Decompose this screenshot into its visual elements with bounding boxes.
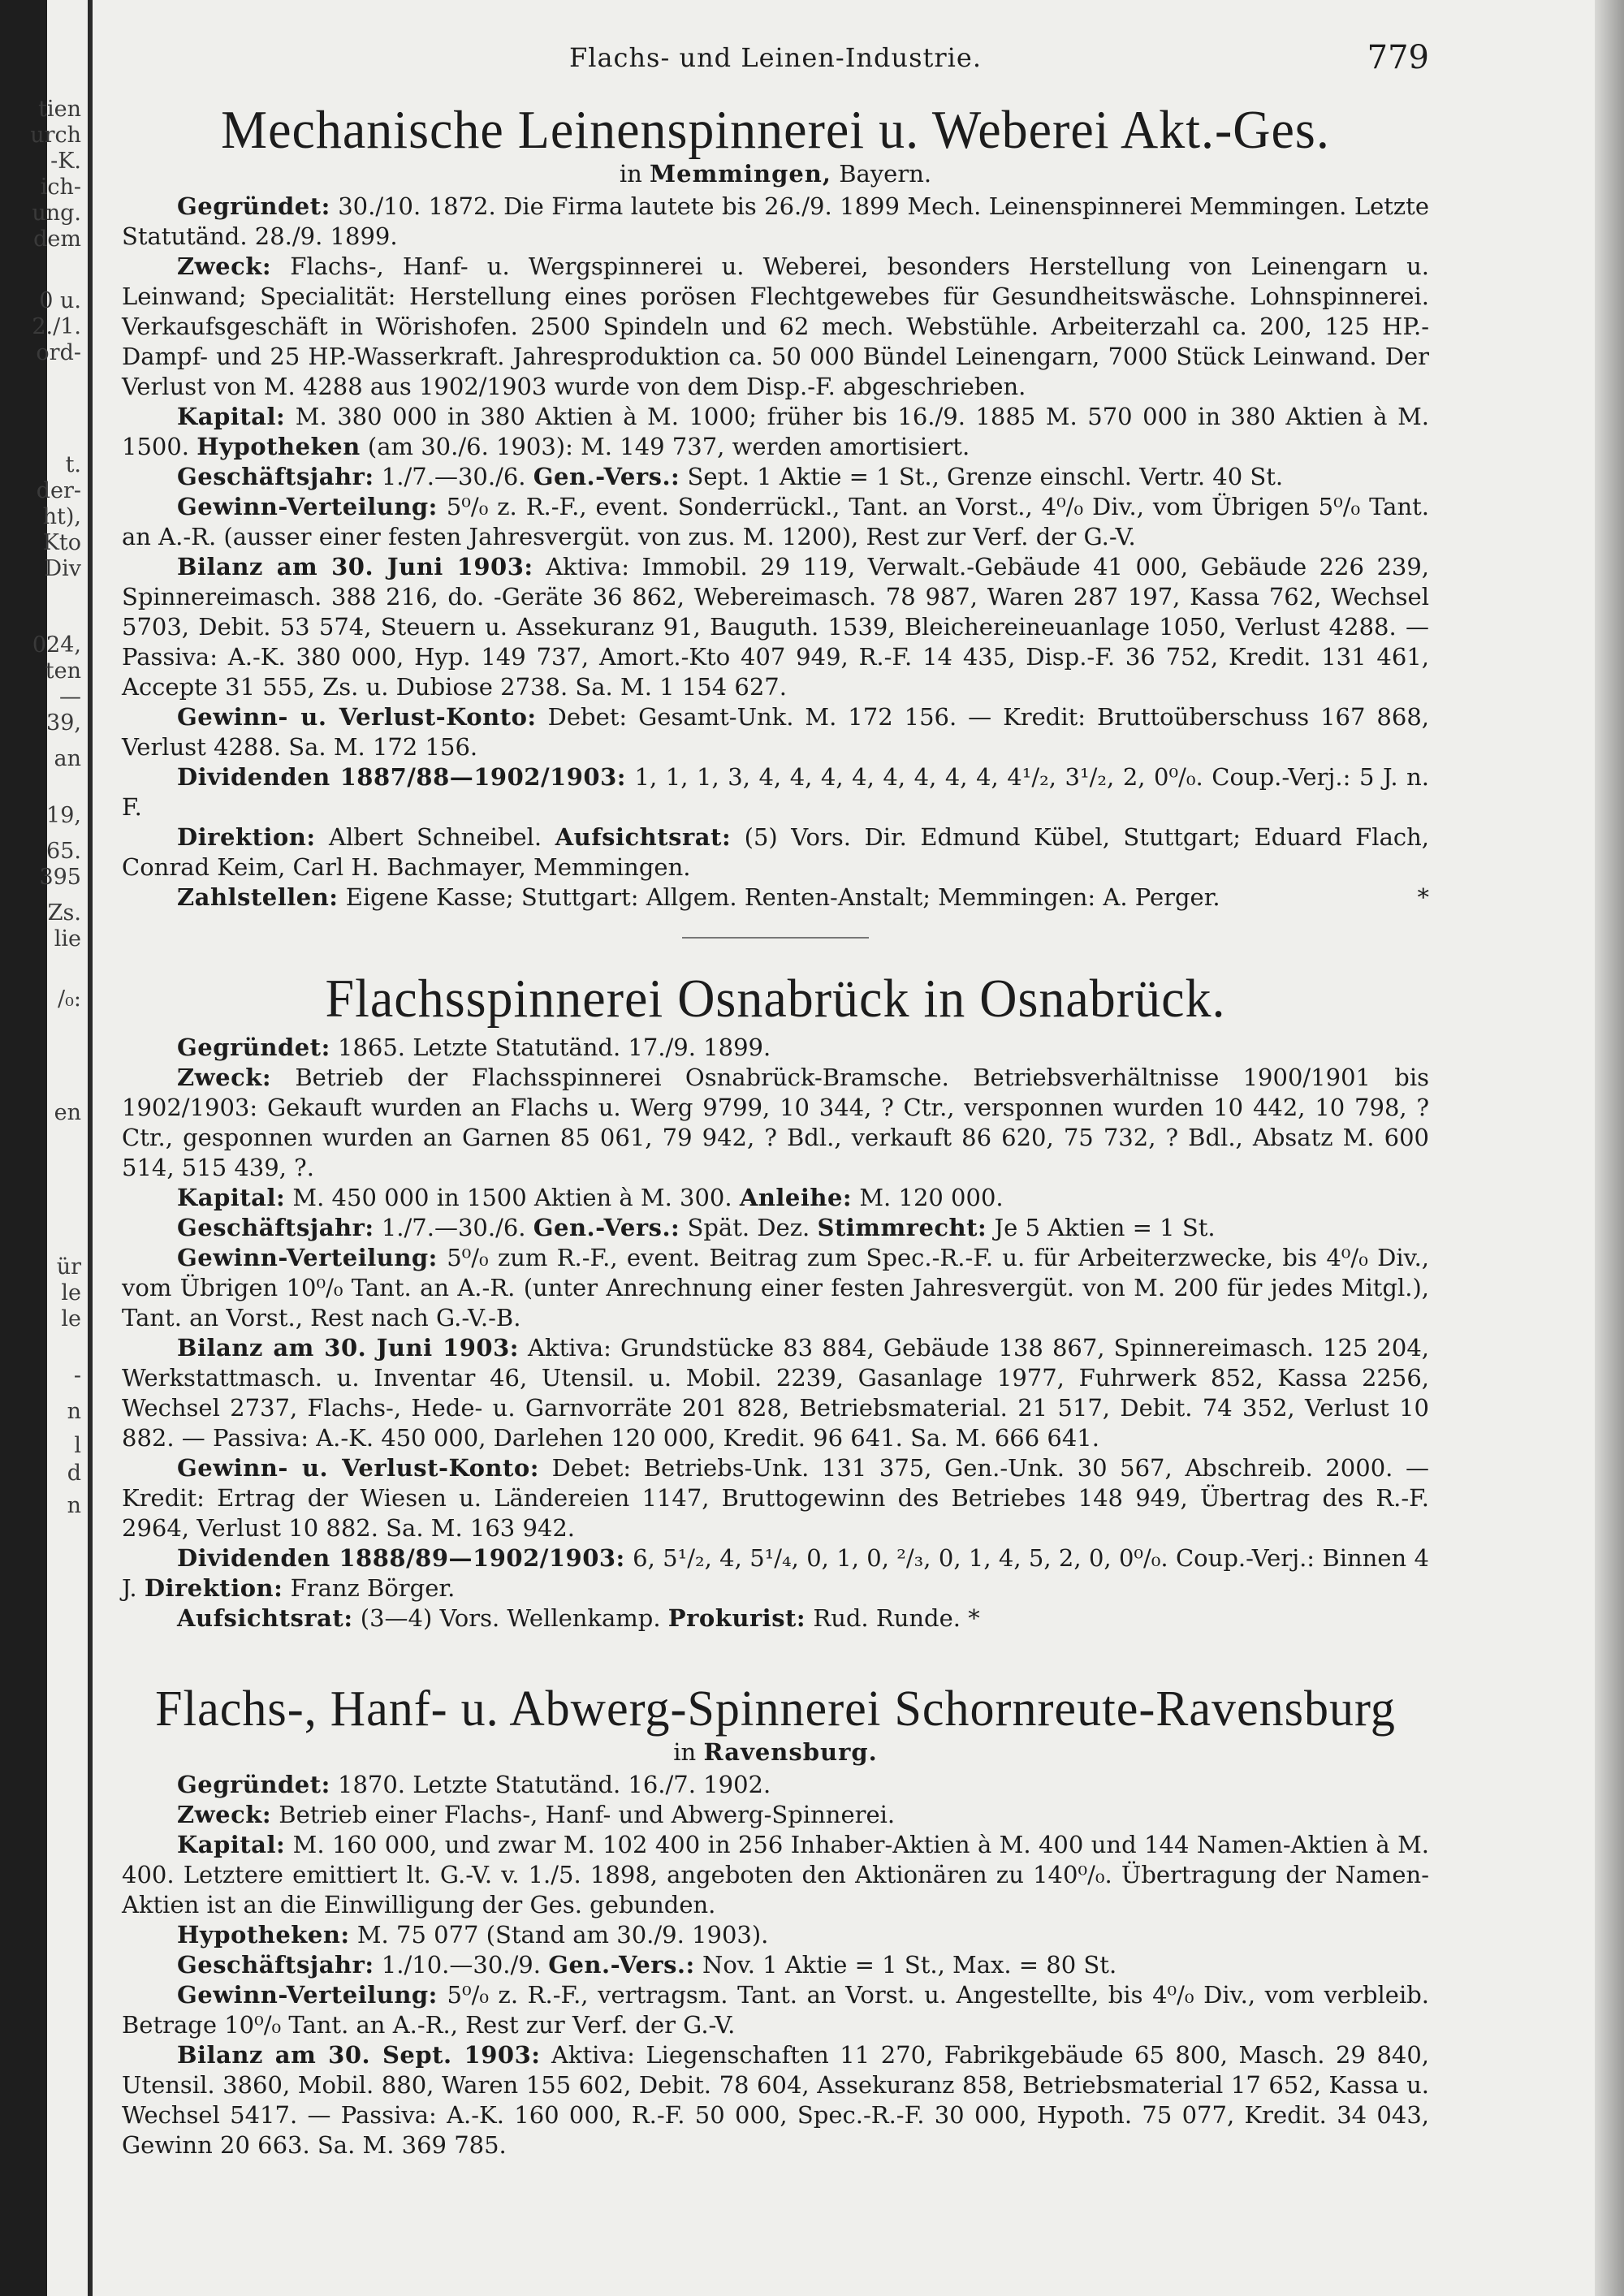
entry-label: Gegründet: xyxy=(177,1771,330,1798)
entry-label: Zahlstellen: xyxy=(177,883,339,911)
fragment: ung. xyxy=(32,201,81,226)
entry-text: 1865. Letzte Statutänd. 17./9. 1899. xyxy=(338,1034,771,1061)
entry-text: (5) Vors. Dir. Edmund Kübel, Stuttgart; Eduard Flach, Conrad Keim, Carl H. Bachmayer, Memmingen. xyxy=(122,823,1430,881)
fragment: -K. xyxy=(50,149,81,174)
page-number: 779 xyxy=(1367,39,1429,76)
entry-zweck xyxy=(122,1063,1429,1183)
entry-text: Spät. Dez. xyxy=(687,1214,810,1241)
entry-label: Prokurist: xyxy=(667,1604,806,1632)
end-star: * xyxy=(968,1604,980,1632)
entry-zahlstellen xyxy=(122,883,1429,913)
entry-aufsichtsrat xyxy=(122,1603,1429,1634)
fragment: dem xyxy=(33,227,81,252)
fragment: ord- xyxy=(36,340,81,365)
fragment: l xyxy=(74,1433,81,1458)
entry-label: Gen.-Vers.: xyxy=(533,463,680,490)
entry-gewinn-verlust-konto xyxy=(122,1453,1429,1543)
company-title: Flachsspinnerei Osnabrück in Osnabrück. xyxy=(325,968,1226,1029)
entry-gewinn-verteilung xyxy=(122,1980,1429,2040)
entry-label: Kapital: xyxy=(177,1184,286,1211)
entry-text: Sept. 1 Aktie = 1 St., Grenze einschl. Vertr. 40 St. xyxy=(687,463,1284,490)
entry-label: Hypotheken: xyxy=(177,1921,350,1949)
running-head xyxy=(122,39,1429,88)
location-prefix: in xyxy=(673,1738,697,1766)
fragment: urch xyxy=(30,123,81,148)
company-ravensburg xyxy=(122,1679,1429,2160)
fragment: 0 u. xyxy=(39,288,81,313)
entry-dividenden xyxy=(122,1543,1429,1603)
entry-label: Gewinn- u. Verlust-Konto: xyxy=(177,1454,539,1482)
entry-label: Aufsichtsrat: xyxy=(177,1604,353,1632)
entry-text: M. 120 000. xyxy=(859,1184,1004,1211)
entry-text: 30./10. 1872. Die Firma lautete bis 26./9. 1899 Mech. Leinenspinnerei Memmingen. Letzte Statutänd. 28./9. 1899. xyxy=(122,192,1430,250)
entry-text: Aktiva: Immobil. 29 119, Verwalt.-Gebäude 41 000, Gebäude 226 239, Spinnereimasch. 388 216, do. -Geräte 36 862, Webereimasch. 78 987, Waren 287 197, Kassa 762, Wechsel 5703, Debit. 53 574, Steuern u. Assekuranz 91, Bauguth. 1539, Bleichereineuanlage 1050, Verlust 4288. — Passiva: A.-K. 380 000, Hyp. 149 737, Amort.-Kto 407 949, R.-F. 14 435, Disp.-F. 36 752, Kredit. 131 461, Accepte 31 555, Zs. u. Dubiose 2738. Sa. M. 1 154 627. xyxy=(122,553,1430,701)
section-divider xyxy=(682,937,869,939)
entry-text: M. 75 077 (Stand am 30./9. 1903). xyxy=(356,1921,769,1949)
fragment: der- xyxy=(36,478,81,503)
fragment: tien xyxy=(38,97,81,122)
entry-label: Zweck: xyxy=(177,1801,272,1828)
city-name: Memmingen, xyxy=(650,160,831,188)
entry-text: (3—4) Vors. Wellenkamp. xyxy=(360,1604,661,1632)
city-name: Ravensburg. xyxy=(703,1738,878,1766)
entry-label: Kapital: xyxy=(177,403,286,430)
entry-label: Gewinn-Verteilung: xyxy=(177,1981,438,2009)
column-rule xyxy=(88,0,93,2296)
entry-text: 1, 1, 1, 3, 4, 4, 4, 4, 4, 4, 4, 4, 4¹/₂, 3¹/₂, 2, 0⁰/₀. Coup.-Verj.: 5 J. n. F. xyxy=(122,763,1429,821)
entry-label: Kapital: xyxy=(177,1831,286,1858)
page-body xyxy=(122,39,1430,2160)
entry-geschaeftsjahr xyxy=(122,462,1429,492)
company-title: Mechanische Leinenspinnerei u. Weberei Akt.-Ges. xyxy=(221,99,1330,160)
fragment: en xyxy=(54,1100,81,1125)
entry-gewinn-verlust-konto xyxy=(122,702,1429,762)
fragment: 395 xyxy=(39,865,81,890)
entry-text: Debet: Gesamt-Unk. M. 172 156. — Kredit: Bruttoüberschuss 167 868, Verlust 4288. Sa. M. 172 156. xyxy=(122,703,1429,761)
entry-text: 1./7.—30./6. xyxy=(381,1214,526,1241)
entry-label: Stimmrecht: xyxy=(817,1214,987,1241)
entry-dividenden xyxy=(122,762,1429,822)
entry-bilanz xyxy=(122,1333,1429,1453)
entry-label: Dividenden 1888/89—1902/1903: xyxy=(177,1544,625,1572)
fragment: lie xyxy=(54,926,81,952)
company-memmingen xyxy=(122,101,1429,913)
entry-text: M. 380 000 in 380 Aktien à M. 1000; früher bis 16./9. 1885 M. 570 000 in 380 Aktien à M. 1500. xyxy=(122,403,1430,460)
entry-zweck xyxy=(122,252,1429,402)
entry-gegruendet xyxy=(122,192,1429,252)
location-prefix: in xyxy=(619,160,642,188)
entry-label: Direktion: xyxy=(177,823,316,851)
entry-label: Direktion: xyxy=(144,1574,283,1602)
entry-text: Rud. Runde. xyxy=(813,1604,961,1632)
fragment: an xyxy=(54,746,81,771)
entry-label: Gewinn-Verteilung: xyxy=(177,1244,438,1271)
entry-bilanz xyxy=(122,552,1429,702)
entry-label: Gen.-Vers.: xyxy=(533,1214,680,1241)
fragment: le xyxy=(61,1306,81,1331)
entry-hypotheken xyxy=(122,1920,1429,1950)
entry-text: Aktiva: Grundstücke 83 884, Gebäude 138 867, Spinnereimasch. 125 204, Werkstattmasch. u. Inventar 46, Utensil. u. Mobil. 2239, Gasanlage 1977, Fuhrwerk 852, Kassa 2256, Wechsel 2737, Flachs-, Hede- u. Garnvorräte 201 828, Betriebsmaterial. 21 517, Debit. 74 352, Verlust 10 882. — Passiva: A.-K. 450 000, Darlehen 120 000, Kredit. 96 641. Sa. M. 666 641. xyxy=(122,1334,1429,1452)
entry-label: Gewinn-Verteilung: xyxy=(177,493,438,520)
running-title: Flachs- und Leinen-Industrie. xyxy=(569,42,982,73)
entry-text: Betrieb einer Flachs-, Hanf- und Abwerg-Spinnerei. xyxy=(279,1801,896,1828)
fragment: n xyxy=(67,1493,81,1518)
entry-direktion xyxy=(122,822,1429,883)
entry-text: Albert Schneibel. xyxy=(329,823,542,851)
entry-text: M. 450 000 in 1500 Aktien à M. 300. xyxy=(292,1184,732,1211)
entry-label: Gegründet: xyxy=(177,192,330,220)
end-star: * xyxy=(1417,883,1429,911)
fragment: 19, xyxy=(46,803,81,828)
entry-bilanz xyxy=(122,2040,1429,2160)
entry-label: Zweck: xyxy=(177,252,272,280)
fragment: - xyxy=(73,1363,81,1388)
fragment: n xyxy=(67,1399,81,1424)
entry-kapital xyxy=(122,402,1429,462)
entry-label: Geschäftsjahr: xyxy=(177,1951,374,1979)
entry-text: Debet: Betriebs-Unk. 131 375, Gen.-Unk. 30 567, Abschreib. 2000. — Kredit: Ertrag der Wiesen u. Ländereien 1147, Bruttogewinn des Betriebes 148 949, Übertrag des R.-F. 2964, Verlust 10 882. Sa. M. 163 942. xyxy=(122,1454,1429,1542)
entry-label: Gegründet: xyxy=(177,1034,330,1061)
entry-label: Gewinn- u. Verlust-Konto: xyxy=(177,703,537,731)
entry-text: 5⁰/₀ z. R.-F., event. Sonderrückl., Tant. an Vorst., 4⁰/₀ Div., vom Übrigen 5⁰/₀ Tant. an A.-R. (ausser einer festen Jahresvergüt. von zus. M. 1200), Rest zur Verf. der G.-V. xyxy=(122,493,1430,550)
entry-label: Bilanz am 30. Juni 1903: xyxy=(177,553,533,580)
entry-text: 1870. Letzte Statutänd. 16./7. 1902. xyxy=(338,1771,771,1798)
entry-label: Bilanz am 30. Juni 1903: xyxy=(177,1334,519,1362)
fragment: le xyxy=(61,1280,81,1306)
entry-zweck xyxy=(122,1800,1429,1830)
entry-text: Nov. 1 Aktie = 1 St., Max. = 80 St. xyxy=(702,1951,1117,1979)
entry-text: Je 5 Aktien = 1 St. xyxy=(994,1214,1216,1241)
fragment: ür xyxy=(56,1254,81,1280)
entry-text: Betrieb der Flachsspinnerei Osnabrück-Bramsche. Betriebsverhältnisse 1900/1901 bis 1902/1903: Gekauft wurden an Flachs u. Werg 9799, 10 344, ? Ctr., versponnen wurden 10 442, 10 798, ? Ctr., gesponnen wurden an Garnen 85 061, 79 942, ? Bdl., verkauft 86 620, 75 732, ? Bdl., Absatz M. 600 514, 515 439, ?. xyxy=(122,1064,1430,1181)
company-location xyxy=(122,159,1429,188)
company-title: Flachs-, Hanf- u. Abwerg-Spinnerei Schornreute-Ravensburg xyxy=(155,1680,1396,1737)
fragment: d xyxy=(67,1461,81,1486)
fragment: 39, xyxy=(46,710,81,736)
entry-label: Bilanz am 30. Sept. 1903: xyxy=(177,2041,541,2069)
entry-text: 5⁰/₀ zum R.-F., event. Beitrag zum Spec.-R.-F. u. für Arbeiterzwecke, bis 4⁰/₀ Div., vom Übrigen 10⁰/₀ Tant. an A.-R. (unter Anrechnung einer festen Jahresvergüt. von M. 200 für jedes Mitgl.), Tant. an Vorst., Rest nach G.-V.-B. xyxy=(122,1244,1430,1331)
entry-label: Aufsichtsrat: xyxy=(555,823,732,851)
entry-text: 5⁰/₀ z. R.-F., vertragsm. Tant. an Vorst. u. Angestellte, bis 4⁰/₀ Div., vom verbleib. Betrage 10⁰/₀ Tant. an A.-R., Rest zur Verf. der G.-V. xyxy=(122,1981,1430,2039)
fragment: Zs. xyxy=(47,900,81,926)
entry-label: Geschäftsjahr: xyxy=(177,463,374,490)
entry-gegruendet xyxy=(122,1770,1429,1800)
entry-label: Zweck: xyxy=(177,1064,272,1091)
entry-label: Gen.-Vers.: xyxy=(548,1951,695,1979)
entry-kapital xyxy=(122,1183,1429,1213)
entry-text: Franz Börger. xyxy=(290,1574,456,1602)
entry-gewinn-verteilung xyxy=(122,1243,1429,1333)
entry-label: Dividenden 1887/88—1902/1903: xyxy=(177,763,626,791)
fragment: ten xyxy=(45,658,81,684)
entry-text: M. 160 000, und zwar M. 102 400 in 256 Inhaber-Aktien à M. 400 und 144 Namen-Aktien à M. 400. Letztere emittiert lt. G.-V. v. 1./5. 1898, angeboten den Aktionären zu 140⁰/₀. Übertragung der Namen-Aktien ist an die Einwilligung der Ges. gebunden. xyxy=(122,1831,1429,1918)
location-suffix: Bayern. xyxy=(839,160,932,188)
entry-text: 6, 5¹/₂, 4, 5¹/₄, 0, 1, 0, ²/₃, 0, 1, 4, 5, 2, 0, 0⁰/₀. Coup.-Verj.: Binnen 4 J. xyxy=(122,1544,1429,1602)
entry-text: Aktiva: Liegenschaften 11 270, Fabrikgebäude 65 800, Masch. 29 840, Utensil. 3860, Mobil. 880, Waren 155 602, Debit. 78 604, Assekuranz 858, Betriebsmaterial 17 652, Kassa u. Wechsel 5417. — Passiva: A.-K. 160 000, R.-F. 50 000, Spec.-R.-F. 30 000, Hypoth. 75 077, Kredit. 34 043, Gewinn 20 663. Sa. M. 369 785. xyxy=(122,2041,1430,2159)
fragment: ht), xyxy=(42,504,81,529)
entry-text: 1./7.—30./6. xyxy=(381,463,526,490)
fragment: t. xyxy=(65,452,81,477)
fragment: 65. xyxy=(46,839,81,864)
fragment: 024, xyxy=(32,632,81,658)
fragment: — xyxy=(59,684,81,710)
fragment: /₀: xyxy=(57,986,81,1012)
fragment: Kto xyxy=(42,530,81,555)
company-osnabrueck xyxy=(122,969,1429,1634)
entry-kapital xyxy=(122,1830,1429,1920)
fragment: Div xyxy=(44,556,81,581)
entry-geschaeftsjahr xyxy=(122,1950,1429,1980)
entry-gewinn-verteilung xyxy=(122,492,1429,552)
company-location xyxy=(122,1737,1429,1767)
entry-geschaeftsjahr xyxy=(122,1213,1429,1243)
page-edge xyxy=(1595,0,1624,2296)
fragment: ich- xyxy=(40,175,81,200)
entry-label: Geschäftsjahr: xyxy=(177,1214,374,1241)
entry-text: 1./10.—30./9. xyxy=(381,1951,541,1979)
entry-text: Eigene Kasse; Stuttgart: Allgem. Renten-Anstalt; Memmingen: A. Perger. xyxy=(345,883,1220,911)
entry-label: Anleihe: xyxy=(739,1184,853,1211)
fragment: 2./1. xyxy=(32,314,81,339)
entry-text: (am 30./6. 1903): M. 149 737, werden amortisiert. xyxy=(367,433,970,460)
entry-gegruendet xyxy=(122,1033,1429,1063)
entry-text: Flachs-, Hanf- u. Wergspinnerei u. Weberei, besonders Herstellung von Leinengarn u. Leinwand; Specialität: Herstellung eines porösen Flechtgewebes für Gesundheitswäsche. Lohnspinnerei. Verkaufsgeschäft in Wörishofen. 2500 Spindeln und 62 mech. Webstühle. Arbeiterzahl ca. 200, 125 HP.-Dampf- und 25 HP.-Wasserkraft. Jahresproduktion ca. 50 000 Bündel Leinengarn, 7000 Stück Leinwand. Der Verlust von M. 4288 aus 1902/1903 wurde von dem Disp.-F. abgeschrieben. xyxy=(122,252,1430,400)
entry-label: Hypotheken xyxy=(197,433,361,460)
